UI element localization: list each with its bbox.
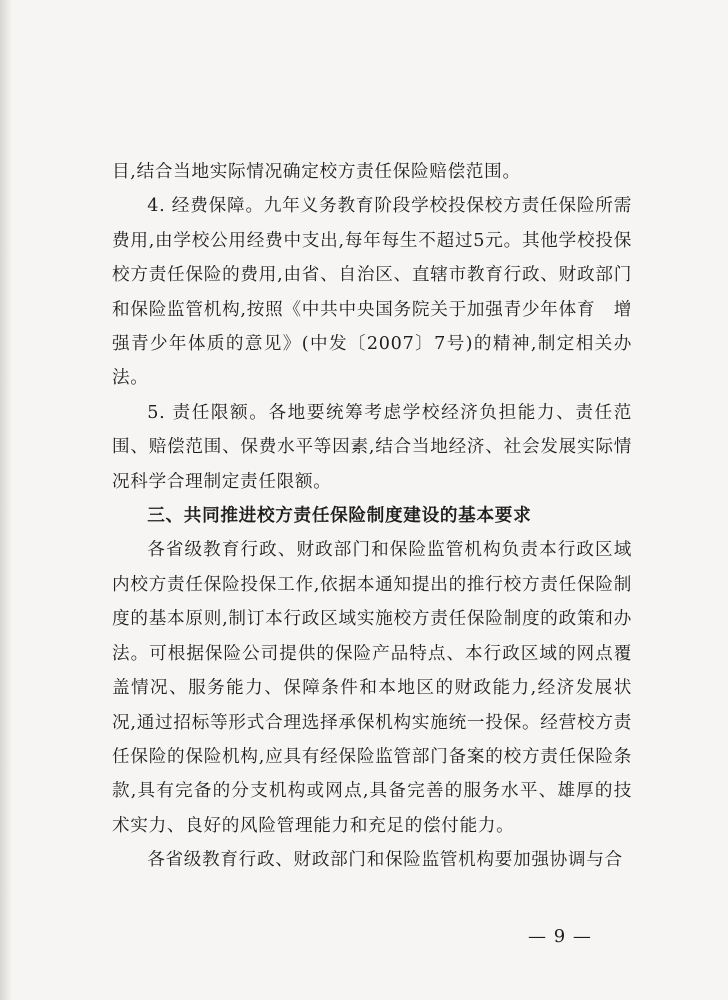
paragraph-coordination: 各省级教育行政、财政部门和保险监管机构要加强协调与合 bbox=[147, 850, 623, 871]
paragraph-continuation: 目,结合当地实际情况确定校方责任保险赔偿范围。 bbox=[112, 162, 521, 182]
page-edge-shadow bbox=[0, 0, 12, 1000]
document-body bbox=[112, 155, 632, 878]
paragraph-funding-guarantee: 4. 经费保障。九年义务教育阶段学校投保校方责任保险所需费用,由学校公用经费中支出,每年每生不超过5元。其他学校投保校方责任保险的费用,由省、自治区、直辖市教育行政、财政部门和保险监管机构,按照《中共中央国务院关于加强青少年体育 增强青少年体质的意见》(中发〔2007〕7号)的精神,制定相关办法。 bbox=[112, 196, 632, 389]
paragraph-provincial-responsibility: 各省级教育行政、财政部门和保险监管机构负责本行政区域内校方责任保险投保工作,依据本通知提出的推行校方责任保险制度的基本原则,制订本行政区域实施校方责任保险制度的政策和办法。可根据保险公司提供的保险产品特点、本行政区域的网点覆盖情况、服务能力、保障条件和本地区的财政能力,经济发展状况,通过招标等形式合理选择承保机构实施统一投保。经营校方责任保险的保险机构,应具有经保险监管部门备案的校方责任保险条款,具有完备的分支机构或网点,具备完善的服务水平、雄厚的技术实力、良好的风险管理能力和充足的偿付能力。 bbox=[112, 540, 632, 836]
section-heading: 三、共同推进校方责任保险制度建设的基本要求 bbox=[147, 506, 532, 527]
page-number: — 9 — bbox=[528, 926, 592, 947]
paragraph-liability-limit: 5. 责任限额。各地要统筹考虑学校经济负担能力、责任范围、赔偿范围、保费水平等因素,结合当地经济、社会发展实际情况科学合理制定责任限额。 bbox=[112, 402, 632, 492]
